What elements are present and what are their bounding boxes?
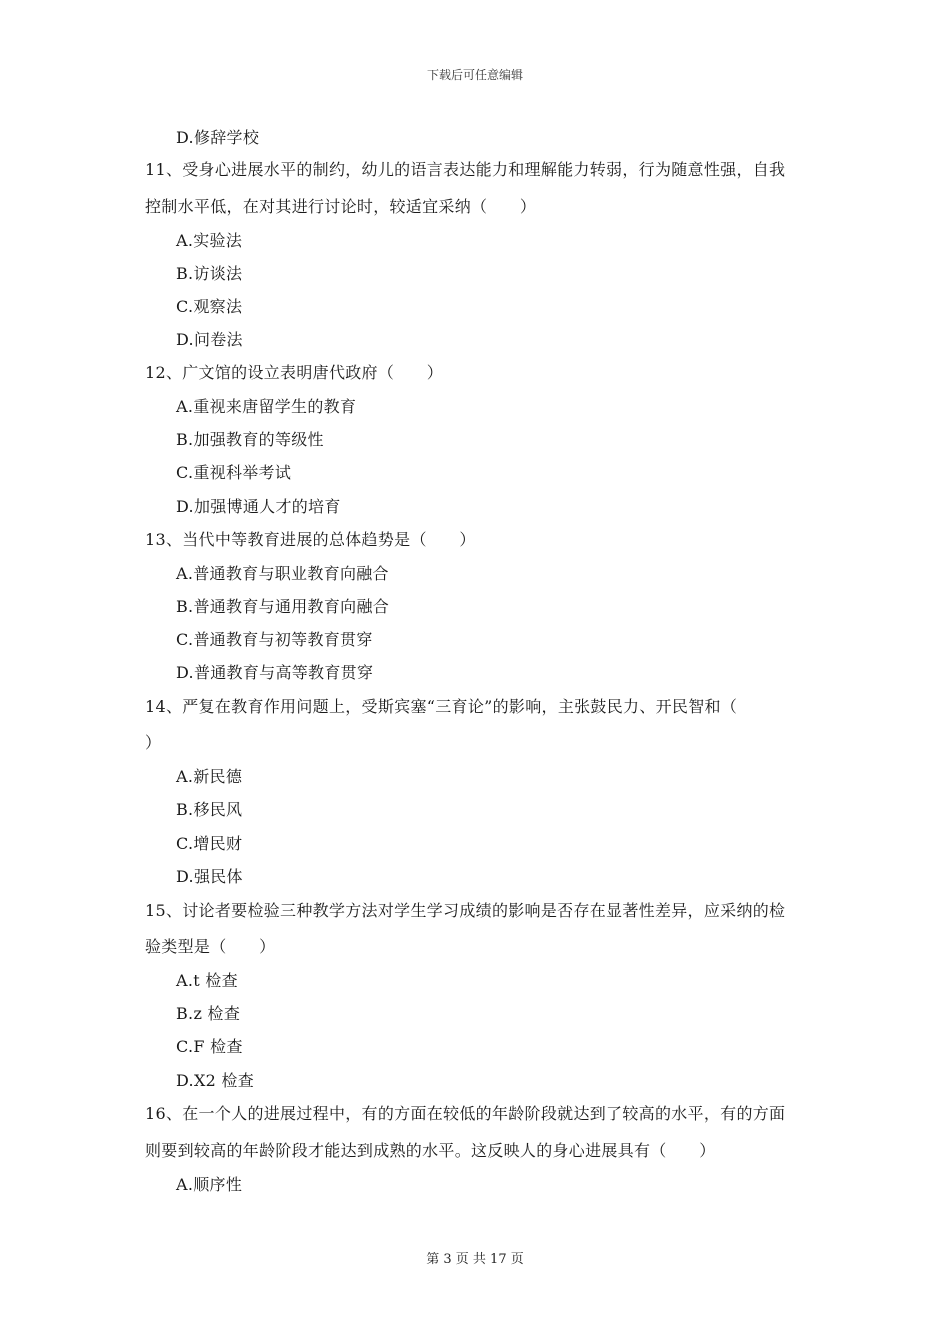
question-text-line: 16、在一个人的进展过程中，有的方面在较低的年龄阶段就达到了较高的水平，有的方面 (145, 1104, 786, 1123)
question-text-line: 13、当代中等教育进展的总体趋势是（ ） (145, 530, 476, 549)
answer-option: B.移民风 (176, 800, 243, 819)
answer-option: D.问卷法 (176, 330, 243, 349)
answer-option: A.实验法 (176, 231, 243, 250)
question-text-line: 11、受身心进展水平的制约，幼儿的语言表达能力和理解能力转弱，行为随意性强，自我 (145, 160, 786, 179)
question-text-line: 12、广文馆的设立表明唐代政府（ ） (145, 363, 444, 382)
answer-option: D.普通教育与高等教育贯穿 (176, 663, 374, 682)
question-text-line: 验类型是（ ） (145, 937, 276, 956)
answer-option: D.X2 检查 (176, 1071, 255, 1090)
page-header: 下载后可任意编辑 (426, 68, 523, 82)
answer-option: B.z 检查 (176, 1004, 241, 1023)
answer-option: A.t 检查 (176, 971, 238, 990)
answer-option: A.顺序性 (176, 1175, 243, 1194)
answer-option: C.增民财 (176, 834, 243, 853)
answer-option: C.F 检查 (176, 1037, 243, 1056)
answer-option: A.新民德 (176, 767, 243, 786)
question-text-line: 14、严复在教育作用问题上，受斯宾塞“三育论”的影响，主张鼓民力、开民智和（ (145, 697, 738, 716)
answer-option: C.观察法 (176, 297, 243, 316)
question-text-line: 则要到较高的年龄阶段才能达到成熟的水平。这反映人的身心进展具有（ ） (145, 1141, 716, 1160)
answer-option: B.加强教育的等级性 (176, 430, 324, 449)
answer-option: D.加强博通人才的培育 (176, 497, 341, 516)
answer-option: A.重视来唐留学生的教育 (176, 397, 357, 416)
answer-option: A.普通教育与职业教育向融合 (176, 564, 389, 583)
answer-option: B.访谈法 (176, 264, 243, 283)
question-text-line: 控制水平低，在对其进行讨论时，较适宜采纳（ ） (145, 197, 537, 216)
question-text-line: 15、讨论者要检验三种教学方法对学生学习成绩的影响是否存在显著性差异，应采纳的检 (145, 901, 786, 920)
answer-option: C.普通教育与初等教育贯穿 (176, 630, 373, 649)
answer-option: B.普通教育与通用教育向融合 (176, 597, 390, 616)
answer-option: C.重视科举考试 (176, 463, 292, 482)
answer-option: D.强民体 (176, 867, 243, 886)
answer-option: D.修辞学校 (176, 128, 260, 147)
page-footer: 第 3 页 共 17 页 (426, 1252, 524, 1267)
question-text-line: ） (145, 733, 162, 752)
